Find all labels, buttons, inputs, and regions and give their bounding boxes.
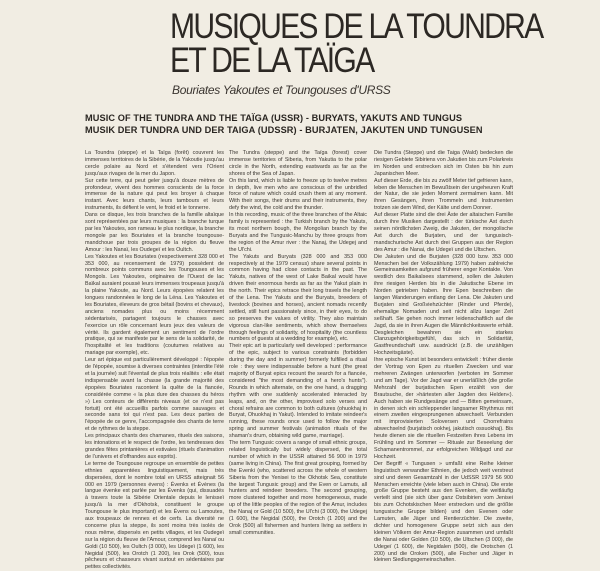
english-paragraph: Their epic art is particularly well developed : performance of the epic, subject to various constraints (forbidden during the day and in summer) formerly fulfilled a ritual role : they were indispensable before a hunt (the great majority of Buryat epics recount the search for a fiancée, considered "the most demanding of a hero's hunts"). Rounds in which alternate, on the one hand, a dragging rhythm with one suddenly accelerated interacted by leaps, and, on the other, improvised solo verses and choral refrains are common to both cultures (ohuokhaj in Buryat, Ohuokhaj in Yakut). Intended to imitate reindeer's running, these rounds once used to follow the major spring and summer festivals (animation rituals of the shaman's drum, obtaining wild game, marriage).: [229, 343, 367, 440]
french-paragraph: La Toundra (steppe) et la Taïga (forêt) couvrent les immenses territoires de la Sibérie, de la Yakoutie jusqu'au cercle polaire au Nord et s'étendent vers l'Orient jusqu'aux rivages de la mer du Japon.: [85, 150, 224, 177]
english-text-column: [229, 150, 367, 546]
english-paragraph: In this recording, music of the three branches of the Altaic family is represented : the Turkish branch by the Yakuts, its most northern bough, the Mongolian branch by the Buryats and the Tungusic-Manchu by three groups from the region of the Amur river : the Nanaj, the Udegej and the Ul'chi.: [229, 212, 367, 253]
english-paragraph: The Yakuts and Buryats (328 000 and 353 000 respectively at the 1979 census) share several points in common having had close contacts in the past. The Yakuts, natives of the west of Lake Baikal would have driven their enormous herds as far as the Yakut plain in the north. Their epics retrace their long travels the length of the Lena. The Yakuts and the Buryats, breeders of livestock (bovines and horses), ancient nomads recently settled, still hunt passionately since, in their eyes, to do so preserves the values of virility. They also maintain vigorous clan-like sentiments, which show themselves through feelings of solidarity, of hospitality (the countless numbers of guests at a wedding for example), etc.: [229, 253, 367, 343]
french-paragraph: Les Yakoutes et les Bouriates (respectivement 328 000 et 353 000, au recensement de 1979) possèdent de nombreux points communs avec les Toungouses et les Mongols. Les Yakoutes, originaires de l'Ouest de lac Baïkal auraient poussé leurs immenses troupeaux jusqu'à la plaine Yakoute, au Nord. Leurs épopées relatent les longues randonnées le long de la Léna. Les Yakoutes et les Bouriates, éleveurs de gros bétail (bovins et chevaux), anciens nomades plus ou moins récemment sédentarisés, partagent toujours le chasses avec l'exercice un rôle concernant leurs jeux des valeurs de vérité. Ils gardent également un sentiment de l'ordre pratique, qui se manifeste par le sens de la solidarité, de l'hospitalité et les traditions (coutumes relatives au mariage par exemple), etc.: [85, 253, 224, 357]
french-paragraph: Dans ce disque, les trois branches de la famille altaïque sont représentées par leurs musiques : la branche turque par les Yakoutes, son rameau le plus nordique, la branche mongole par les Bouriates et la branche toungouse-mandchoue par trois groupes de la région du fleuve Amour : les Nanaï, les Oudegeï et les Oultch.: [85, 212, 224, 253]
german-paragraph: Auf dieser Platte sind die drei Äste der altaischen Familie durch ihre Musiken dargestellt : der türkische Ast durch seinen nördlichsten Zweig, die Jakuten, der mongolische Ast durch die Burjaten, und der tungusisch-mandschurische Ast durch drei Gruppen aus der Region des Amur : die Nanai, die Udegeï und die Ultschen.: [374, 212, 513, 253]
french-paragraph: Le terme de Toungouse regroupe un ensemble de petites ethnies apparentées linguistiquement, mais très dispersées, dont le nombre total en URSS atteignait 56 000 en 1979 (personnes évens) : Évenks et Évènes (la langue évenke est parlée par les Évenks (qui, dissuadés à travers toute la Sibérie Orientale depuis le Ienisseï jusqu'à la mer d'Okhotsk, constituent le groupe Toungouse le plus important) et les Évens ou Lamoutes, aux troupeaux de rennes et de cerfs. La diversité ne concerne plus la steppe, ils sont moins très isolés de nous même, dispersés en petits villages, et les Oudegeï sur la région du fleuve de l'Amour, comprend les Nanaï ou Goldi (10 500), les Oultch (3 000), les Udegeï (1 600), les Negidal (500), les Orotch (1 200), les Orok (500), tous pêcheurs et chasseurs vivant surtout en sédentaires par petites collectivités.: [85, 460, 224, 571]
french-paragraph: Sur cette terre, qui peut geler jusqu'à douze mètres de profondeur, vivent des hommes conscients de la force immense de la nature qui peut les broyer à chaque instant. Avec leurs chants, leurs tambours et leurs instruments, ils défient le vent, le froid et le tonnerre.: [85, 177, 224, 212]
german-paragraph: Die Tundra (Steppe) und die Taiga (Wald) bedecken die riesigen Gebiete Sibiriens von Jakutien bis zum Polarkreis im Norden und erstrecken sich im Osten bis hin zum Japanischen Meer.: [374, 150, 513, 177]
album-title: [170, 7, 543, 80]
album-title-line-2: ET DE LA TAÏGA: [170, 41, 374, 80]
english-paragraph: The Tundra (steppe) and the Taïga (forest) cover immense territories of Siberia, from Yakutia to the polar circle in the North, extending eastwards as far as the shores of the Sea of Japan.: [229, 150, 367, 177]
german-text-column: [374, 150, 513, 564]
album-title-line-1: MUSIQUES DE LA TOUNDRA: [170, 7, 543, 46]
german-paragraph: Auf dieser Erde, die bis zu zwölf Meter tief gefrieren kann, leben die Menschen im Bewußtsein der ungeheuren Kraft der Natur, die sie jeden Moment zermalmen kann. Mit ihren Gesängen, ihren Trommeln und Instrumenten trotzen sie dem Wind, der Kälte und dem Donner.: [374, 177, 513, 212]
german-paragraph: Die Jakuten und die Burjaten (328 000 bzw. 353 000 Menschen bei der Volkszählung 1979) haben zahlreiche Gemeinsamkeiten aufgrund früherer enger Kontakte. Von westlich des Baikalsees stammend, sollen die Jakuten ihre riesigen Herden bis in die Jakutische Ebene im Norden getrieben haben. Ihre Epen beschreiben die langen Wanderungen entlang der Lena. Die Jakuten und Burjaten sind Großviehzüchter (Rinder und Pferde), ehemalige Nomaden und seit nicht allzu langer Zeit seßhaft. Sie gehen noch immer leidenschaftlich auf die Jagd, da sie in ihren Augen die Männlichkeitswerte erhält. Desgleichen bewahren sie ein starkes Clanzugehörigkeitsgefühl, das sich in Solidarität, Gastfreundschaft usw. ausdrückt (z.B. die unzähligen Hochzeitsgäste).: [374, 253, 513, 357]
english-title: MUSIC OF THE TUNDRA AND THE TAÏGA (USSR) - BURYATS, YAKUTS AND TUNGUS: [85, 113, 463, 123]
french-paragraph: Les principaux chants des chamanes, rituels des saisons, les intonations et le respect de l'ordre, les tendresses des grandes fêtes printanières et estivales (rituels d'animation de l'univers et d'offrandes aux esprits).: [85, 433, 224, 460]
album-subtitle: Bouriates Yakoutes et Toungouses d'URSS: [172, 83, 391, 97]
translated-titles: [85, 112, 595, 136]
french-text-column: [85, 150, 224, 571]
french-paragraph: Leur art épique est particulièrement développé : l'épopée de l'épopée, soumise à diverses contraintes (interdite l'été et la journée) suit l'éventail de plus trois réalités : elle était indispensable avant la chasse (la grande majorité des épopées Bouriates racontent la quête de la fiancée, considérée comme « la plus dure des chasses du héros ») Les conteurs de différents niveaux (et ce n'est pas fortuit) ont été accueillis parfois comme sauvages et seconde sans toi qui n'est pas. Les deux parties de l'épopée de ce genre, l'accompagnée des chants de terre et de rythmes de la steppe.: [85, 357, 224, 433]
german-paragraph: Ihre epische Kunst ist besonders entwickelt : früher diente der Vortrag von Epen zu rituellen Zwecken und war mehreren Zwängen unterworfen (verboten im Sommer und am Tage). Vor der Jagd war er unerläßlich (die große Mehrzahl der burjatischen Epen erzählt von der Brautsuche, der »härtesten aller Jagden des Helden«). Auch haben sie Rundgesänge und — Bitten gemeinsam, in denen sich ein schleppender langsamer Rhythmus mit einem zweiten eingesprungenen abwechselt. Verbunden mit improvisierten Soloversen und Chorrefrains abwechselnd (burjatisch ookhej, jakutisch ossuokhaj). Bis heute dienen sie die rituellen Festzeiten ihres Lebens im Frühling und im Sommer — Rituale zur Beseelung der Schamanentrommel, zur erfolgreichen Wildjagd und zur Hochzeit.: [374, 357, 513, 460]
german-title: MUSIK DER TUNDRA UND DER TAIGA (UDSSR) - BURJATEN, JAKUTEN UND TUNGUSEN: [85, 125, 483, 135]
english-paragraph: On this land, which is liable to freeze up to twelve metres in depth, live men who are conscious of the unbridled force of nature which could crush them at any moment. With their songs, their drums and their instruments, they defy the wind, the cold and the thunder.: [229, 177, 367, 212]
german-paragraph: Der Begriff « Tungusen » umfaßt eine Reihe kleiner linguistisch verwandter Ethnien, die jedoch weit verstreut sind und deren Gesamtzahl in der UdSSR 1979 56 900 Menschen erreichte (viele leben auch in China). Die erste große Gruppe besteht aus den Evenken, die weitläufig verteilt sind (sie sich über ganz Ostsibirien vom Jenisei bis zum Ochotskischen Meer erstrecken und die größte tungusische Gruppe bilden) und den Evenen oder Lamuten, alle Jäger und Rentierzüchter. Die zweite, dichter und homogenere Gruppe setzt sich aus den kleinen Völkern der Amur-Region zusammen und umfaßt die Nanai oder Golden (10 500), die Ultschen (3 000), die Udegeï (1 600), die Negidalen (500), die Orotschen (1 200) und die Oroken (500), alle Fischer und Jäger in kleinen Siedlungsgemeinschaften.: [374, 460, 513, 564]
english-paragraph: The term Tungusic covers a range of small ethnic groups, related linguistically but widely dispersed, the total number of which in the USSR attained 56 900 in 1979 (same living in China). The first great grouping, formed by the Evenki (who, scattered across the whole of western Siberia from the Yenisei to the Okhotsk Sea, constitute the largest Tungusic group) and the Even or Lamuts, all hunters and reindeer breeders. The second grouping, more clustered together and more homogeneous, made up of the little peoples of the region of the Amur, includes the Nanaj or Gold (10 500), the Ul'chi (3 000), the Udegej (1 600), the Negidal (500), the Orotch (1 200) and the Orok (500) all fishermen and hunters living as settlers in small communities.: [229, 440, 367, 536]
